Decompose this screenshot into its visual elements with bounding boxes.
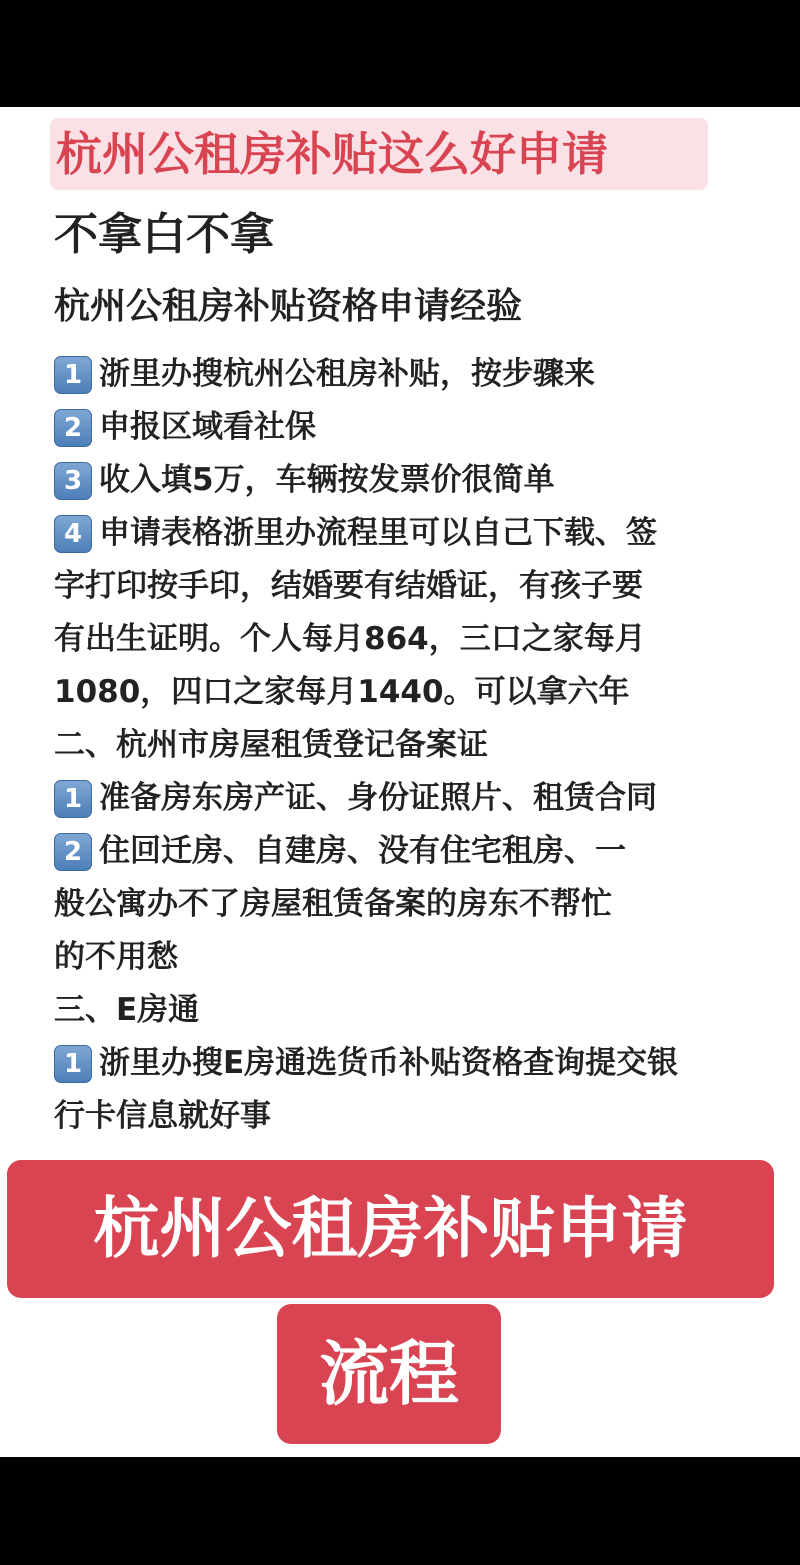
step-text: 申请表格浙里办流程里可以自己下载、签 — [99, 515, 657, 551]
step-line — [54, 878, 774, 931]
section-heading: 杭州公租房补贴资格申请经验 — [54, 286, 523, 327]
number-keycap-icon: 1 — [54, 1045, 92, 1083]
step-line — [54, 772, 774, 825]
step-line — [54, 507, 774, 560]
number-keycap-icon: 2 — [54, 409, 92, 447]
step-text: 浙里办搜E房通选货币补贴资格查询提交银 — [99, 1045, 679, 1081]
process-badge-text: 流程 — [319, 1333, 459, 1415]
step-text: 字打印按手印，结婚要有结婚证，有孩子要 — [54, 568, 643, 604]
step-text: 二、杭州市房屋租赁登记备案证 — [54, 727, 488, 763]
subtitle: 不拿白不拿 — [54, 209, 274, 260]
step-line — [54, 984, 774, 1037]
step-line — [54, 719, 774, 772]
number-keycap-icon: 1 — [54, 780, 92, 818]
step-line — [54, 454, 774, 507]
step-text: 1080，四口之家每月1440。可以拿六年 — [54, 674, 630, 710]
step-text: 行卡信息就好事 — [54, 1098, 271, 1134]
step-line — [54, 613, 774, 666]
step-line — [54, 401, 774, 454]
step-text: 有出生证明。个人每月864，三口之家每月 — [54, 621, 646, 657]
process-badge — [277, 1304, 501, 1444]
step-list — [54, 348, 774, 1143]
number-keycap-icon: 1 — [54, 356, 92, 394]
step-line — [54, 560, 774, 613]
step-text: 般公寓办不了房屋租赁备案的房东不帮忙 — [54, 886, 612, 922]
step-line — [54, 931, 774, 984]
step-line — [54, 1037, 774, 1090]
step-text: 的不用愁 — [54, 939, 178, 975]
banner-text: 杭州公租房补贴申请 — [93, 1190, 688, 1267]
step-line — [54, 1090, 774, 1143]
step-text: 浙里办搜杭州公租房补贴，按步骤来 — [99, 356, 595, 392]
step-text: 三、E房通 — [54, 992, 200, 1028]
step-text: 住回迁房、自建房、没有住宅租房、一 — [99, 833, 626, 869]
step-text: 申报区域看社保 — [99, 409, 316, 445]
step-line — [54, 348, 774, 401]
step-text: 收入填5万，车辆按发票价很简单 — [99, 462, 555, 498]
number-keycap-icon: 3 — [54, 462, 92, 500]
page-title: 杭州公租房补贴这么好申请 — [56, 127, 608, 181]
step-line — [54, 666, 774, 719]
banner — [7, 1160, 774, 1298]
number-keycap-icon: 2 — [54, 833, 92, 871]
step-text: 准备房东房产证、身份证照片、租赁合同 — [99, 780, 657, 816]
step-line — [54, 825, 774, 878]
number-keycap-icon: 4 — [54, 515, 92, 553]
